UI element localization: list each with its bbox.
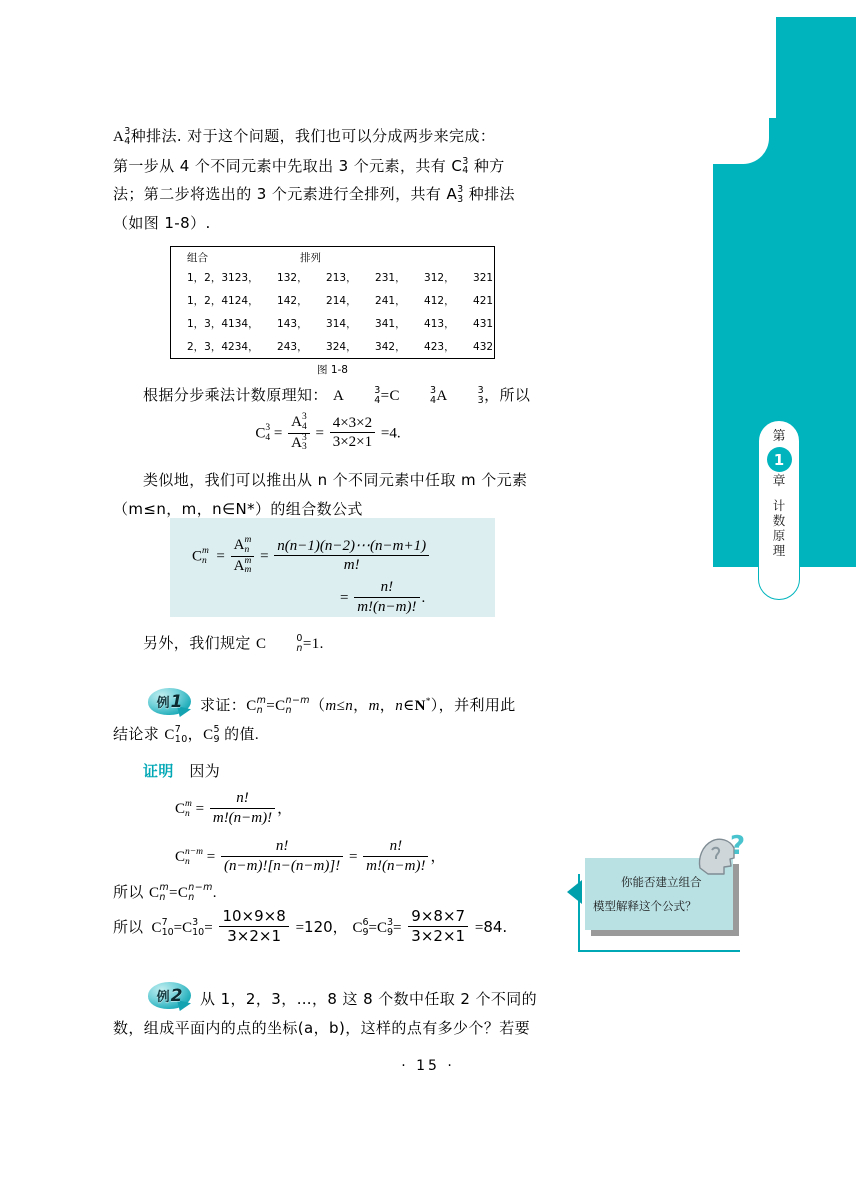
combination-formula-box: [170, 518, 495, 617]
perm: 413，: [424, 318, 455, 330]
frac-den: m!(n−m)!: [366, 858, 426, 874]
intro-l3-sup: 3: [457, 184, 464, 196]
chapter-word-bottom: 章: [772, 474, 786, 489]
svg-text:?: ?: [730, 831, 746, 861]
perm: 213，: [326, 272, 357, 284]
row2-permutations: [228, 289, 522, 312]
concl2-lead: 所以: [113, 918, 144, 937]
fraction-n-fact-over-m-fact: [210, 789, 275, 828]
intro-l3-a: 法；第二步将选出的 3 个元素进行全排列，共有 A: [113, 185, 458, 204]
proof-line: [113, 757, 543, 786]
intro-l3-sub: 3: [457, 193, 464, 205]
row4-combination: 2，3，4: [187, 341, 229, 353]
c43-sup: 3: [265, 423, 271, 434]
perm: 321: [473, 272, 494, 284]
proof-equation-1: C m n = $\frac{n!}{m!(n-m)!}$ ，: [175, 790, 292, 829]
perm: 142，: [277, 295, 308, 307]
frac-num: n!: [363, 837, 428, 857]
frac-den: 3×2×1: [332, 434, 373, 451]
convention-paragraph: [113, 629, 543, 659]
intro-line-1: A 3 4 种排法. 对于这个问题，我们也可以分成两步来完成：: [113, 125, 496, 147]
perm: 324，: [326, 341, 357, 353]
table-row: [171, 266, 522, 289]
frac-den: (n−m)![n−(n−m)]!: [224, 858, 341, 874]
callout-frame-bottom: [578, 950, 740, 952]
concl-line-1: 所以 C m n =C n−m n .: [113, 881, 217, 903]
table-header-row: [171, 247, 522, 266]
perm: 431: [473, 318, 494, 330]
convention-line: 另外，我们规定 C 0 n =1.: [143, 632, 324, 654]
perm: 123，: [228, 272, 259, 284]
mult-principle-line: 根据分步乘法计数原理知： A 3 4 =C 3 4 A 3 3 ，所以: [143, 384, 531, 406]
intro-l2-sub: 4: [462, 165, 469, 177]
fraction-expanded-product: [274, 537, 429, 576]
frac-num: 4×3×2: [330, 414, 375, 434]
fraction-factorial-form: [354, 578, 419, 617]
chapter-word-top: 第: [772, 429, 786, 444]
frac-num: n!: [210, 789, 275, 809]
mult-lead: 根据分步乘法计数原理知：: [143, 386, 328, 404]
intro-l3-b: 种排法: [468, 185, 515, 204]
perm: 214，: [326, 295, 357, 307]
table-body: [171, 266, 522, 358]
display-equation-c43: C 3 4 = A 3 4 A 3 3 = $\frac{4\times 3\times 2}{3\times 2\times 1}$ =4.: [255, 412, 401, 453]
perm: 314，: [326, 318, 357, 330]
fraction-c9: [408, 907, 468, 946]
ex2-line-1: 从 1，2，3，…，8 这 8 个数中任取 2 个不同的: [200, 990, 538, 1008]
perm: 312，: [424, 272, 455, 284]
example-2-statement-line1: [200, 985, 545, 1014]
perm: 231，: [375, 272, 406, 284]
chapter-title-vertical: [773, 498, 786, 558]
chapter-title-char-2: 数: [772, 513, 786, 528]
row3-combination: 1，3，4: [187, 318, 229, 330]
example-1-statement-line2: [113, 720, 543, 750]
callout-line-1: 你能否建立组合: [621, 875, 702, 889]
example-1-statement-line1: [200, 691, 545, 721]
table-header-permutation: 排列: [300, 252, 322, 264]
perm: 243，: [277, 341, 308, 353]
example-2-badge: [148, 982, 191, 1010]
frac-den: m!: [343, 557, 360, 574]
general-lead-1: 类似地，我们可以推出从 n 个不同元素中任取 m 个元素: [143, 471, 528, 489]
fraction-c10: [219, 907, 288, 946]
intro-l2-b: 种方: [473, 156, 505, 175]
thinking-head-question-icon: [694, 828, 746, 876]
frac-den: m!(n−m)!: [212, 810, 273, 826]
general-formula-paragraph: [113, 466, 543, 523]
row1-permutations: [228, 266, 522, 289]
intro-l1-sub: 4: [124, 135, 131, 147]
frac-den: 3×2×1: [411, 927, 466, 945]
frac-num: n!: [221, 837, 343, 857]
combination-permutation-table: [171, 247, 522, 358]
multiplication-principle-paragraph: [113, 381, 543, 411]
intro-paragraph: [113, 122, 543, 237]
chapter-title-char-3: 原: [772, 528, 786, 543]
chapter-tab: [758, 420, 800, 600]
ex1-line-2: 结论求 C 7 10 ，C 5 9 的值.: [113, 723, 260, 745]
fraction-numeric: [330, 414, 375, 453]
perm: 124，: [228, 295, 259, 307]
frac-num: n(n−1)(n−2)⋯(n−m+1): [274, 537, 429, 557]
perm: 134，: [228, 318, 259, 330]
perm: 342，: [375, 341, 406, 353]
badge-label: [148, 982, 191, 1009]
table-header-combination: 组合: [187, 252, 208, 264]
ex2-line-2: 数，组成平面内的点的坐标(a，b)，这样的点有多少个？若要: [113, 1019, 531, 1037]
perm: 234，: [228, 341, 259, 353]
fraction-a43-over-a33: A 3 4 A 3 3: [288, 413, 310, 453]
badge-number: 1: [170, 691, 183, 712]
general-lead-2: （m≤n，m，n∈N*）的组合数公式: [113, 499, 363, 518]
perm: 421: [473, 295, 494, 307]
perm: 341，: [375, 318, 406, 330]
c9-value: 84.: [483, 918, 508, 937]
ex1-line-1: 求证：C m n =C n−m n （m≤n，m，n∈N*），并利用此: [200, 694, 516, 716]
chapter-number-badge: 1: [767, 447, 792, 472]
callout-pointer-arrow: [567, 880, 582, 904]
callout-line-2: 模型解释这个公式？: [593, 899, 697, 913]
proof-because: 因为: [189, 762, 221, 780]
table-row: [171, 335, 522, 358]
c10-value: 120: [304, 918, 333, 937]
perm: 423，: [424, 341, 455, 353]
table-row: [171, 312, 522, 335]
frac-num: n!: [354, 578, 419, 598]
intro-l1-rest: 种排法. 对于这个问题，我们也可以分成两步来完成：: [130, 127, 496, 145]
frac-den: m!(n−m)!: [357, 599, 417, 615]
badge-word: 例: [156, 990, 170, 1005]
table-row: [171, 289, 522, 312]
frac-num: 9×8×7: [408, 907, 468, 927]
chapter-title-char-4: 理: [772, 543, 786, 558]
intro-l2-sup: 3: [462, 155, 469, 167]
proof-conclusion-1: [113, 878, 543, 908]
row2-combination: 1，2，4: [187, 295, 229, 307]
eq-result: 4.: [389, 425, 401, 442]
fraction-anm-over-amm: A m n A m m: [231, 536, 255, 576]
row4-permutations: [228, 335, 522, 358]
intro-line-4: （如图 1-8）.: [113, 213, 211, 232]
frac-num: 10×9×8: [219, 907, 288, 927]
proof-label: 证明: [143, 762, 174, 780]
intro-l1-sup: 3: [124, 125, 131, 137]
perm: 132，: [277, 272, 308, 284]
perm: 412，: [424, 295, 455, 307]
intro-line-3: [113, 180, 543, 209]
example-1-badge: [148, 688, 191, 716]
badge-number: 2: [170, 985, 183, 1006]
formula-box-row-1: C m n = A m n A m m = $\frac{n(n-1)(n-2)\cdots(n-m+1)}{m!}$: [192, 537, 431, 577]
page-number: · 15 ·: [401, 1058, 455, 1074]
row3-permutations: [228, 312, 522, 335]
proof-conclusion-2: 所以 C 7 10 =C 3 10 = $\frac{10\times 9\times 8}{3\times 2\times 1}$ =120， C 6 9 =C 3 9 = $\frac{9\times 8\times 7}{3\times 2\times 1}$ =84.: [113, 907, 508, 945]
perm: 432: [473, 341, 494, 353]
frac-den: 3×2×1: [227, 927, 282, 945]
fraction-simplified: [363, 837, 428, 876]
badge-label: [148, 688, 191, 715]
proof-lead: [113, 757, 543, 786]
perm: 241，: [375, 295, 406, 307]
figure-caption: 图 1-8: [317, 364, 348, 376]
chapter-title-char-1: 计: [772, 498, 786, 513]
mult-tail: ，所以: [484, 386, 531, 404]
c43-sub: 4: [265, 433, 271, 444]
eq-punct: ，: [430, 849, 446, 866]
eq-punct: ，: [277, 801, 293, 818]
example-2-statement-line2: [113, 1014, 553, 1043]
intro-line-2: [113, 152, 543, 181]
proof-equation-2: C n−m n = $\frac{n!}{(n-m)![n-(n-m)]!}$ = $\frac{n!}{m!(n-m)!}$ ，: [175, 838, 445, 877]
row1-combination: 1，2，3: [187, 272, 229, 284]
band-notch: [713, 17, 776, 118]
perm: 143，: [277, 318, 308, 330]
badge-word: 例: [156, 696, 170, 711]
fraction-complement-form: [221, 837, 343, 876]
formula-box-row-2: = $\frac{n!}{m!(n-m)!}$ .: [340, 579, 425, 618]
intro-l2-a: 第一步从 4 个不同元素中先取出 3 个元素，共有 C: [113, 156, 463, 175]
band-rounded-corner: [713, 108, 769, 164]
figure-1-8-table: [170, 246, 495, 359]
